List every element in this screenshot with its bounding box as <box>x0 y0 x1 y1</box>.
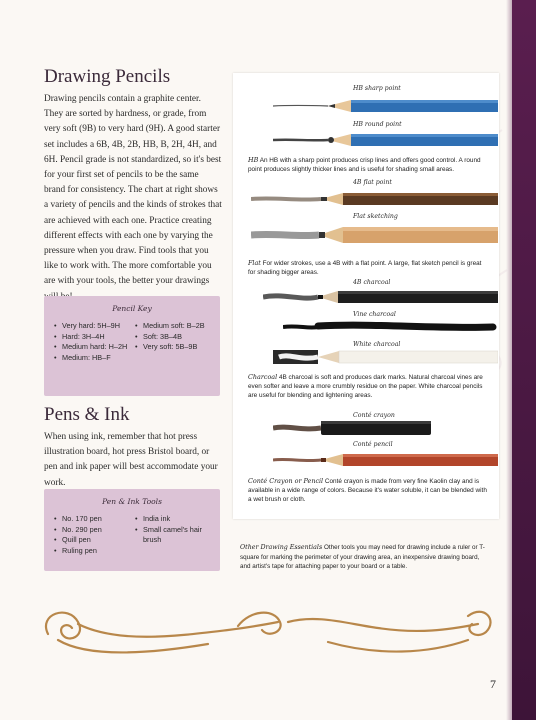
list-item: • No. 170 pen <box>54 514 129 525</box>
drawing-pencils-section <box>44 66 222 305</box>
label-conte-crayon: Conté crayon <box>353 412 395 419</box>
pen-ink-tools-col1 <box>54 514 129 556</box>
pen-ink-tools-title: Pen & Ink Tools <box>102 497 162 506</box>
pencil-vine-charcoal <box>283 317 498 337</box>
pencil-4b-flat <box>251 189 498 209</box>
caption-conte-lead: Conté Crayon or Pencil <box>248 477 324 485</box>
caption-hb-lead: HB <box>248 156 259 164</box>
list-item: • Medium: HB–F <box>54 353 129 364</box>
pen-ink-tools-col2 <box>135 514 210 556</box>
decorative-side-band <box>512 0 536 720</box>
caption-hb-text: An HB with a sharp point produces crisp lines and offers good control. A round point produces slightly thicker lines and is useful for shading small areas. <box>248 157 481 174</box>
caption-charcoal <box>248 373 488 401</box>
pencil-4b-charcoal <box>263 287 498 307</box>
label-flat-sketching: Flat sketching <box>353 213 398 220</box>
list-item: • Soft: 3B–4B <box>135 332 210 343</box>
pencil-conte-crayon <box>273 418 498 438</box>
pencil-key-col1 <box>54 321 129 363</box>
caption-hb <box>248 156 488 174</box>
pencil-key-box <box>44 296 220 396</box>
other-drawing-essentials <box>240 543 490 572</box>
label-flat-point: 4B flat point <box>353 179 392 186</box>
list-item: • Hard: 3H–4H <box>54 332 129 343</box>
pens-ink-section <box>44 404 222 491</box>
label-4b-charcoal: 4B charcoal <box>353 279 391 286</box>
list-item: • Medium hard: H–2H <box>54 342 129 353</box>
pencil-chart-panel <box>233 73 499 519</box>
pencil-flat-sketching <box>251 223 498 247</box>
essentials-text: Other tools you may need for drawing include a ruler or T-square for marking the perimeter of your drawing area, an inexpensive drawing board, and artist's tape for attaching paper to your board or a table. <box>240 544 485 570</box>
decorative-flourish <box>28 594 498 664</box>
label-hb-sharp: HB sharp point <box>353 85 401 92</box>
list-item: • Small camel's hair brush <box>135 525 210 546</box>
pencil-white-charcoal <box>273 347 498 367</box>
list-item: • No. 290 pen <box>54 525 129 536</box>
pencil-hb-round <box>273 131 498 149</box>
list-item: • Medium soft: B–2B <box>135 321 210 332</box>
list-item: • India ink <box>135 514 210 525</box>
pencil-conte <box>273 450 498 470</box>
list-item: • Very soft: 5B–9B <box>135 342 210 353</box>
label-hb-round: HB round point <box>353 121 402 128</box>
caption-conte <box>248 477 488 505</box>
list-item: • Very hard: 5H–9H <box>54 321 129 332</box>
caption-flat-text: For wider strokes, use a 4B with a flat point. A large, flat sketch pencil is great for shading bigger areas. <box>248 260 482 277</box>
caption-conte-text: Conté crayon is made from very fine Kaolin clay and is available in a wide range of colors. Because it's water soluble, it can be blended with a wet brush or cloth. <box>248 478 487 504</box>
caption-flat <box>248 259 488 277</box>
page-number: 7 <box>490 677 496 691</box>
list-item: • Ruling pen <box>54 546 129 557</box>
drawing-pencils-body: Drawing pencils contain a graphite center. They are sorted by hardness, or grade, from very soft (9B) to very hard (9H). A good starter set includes a 6B, 4B, 2B, HB, B, 2H, 4H, and 6H. Pencil grade is not standardized, so it's best for your first set of pencils to be the same brand for consistency. The chart at right shows a variety of pencils and the kinds of strokes that are achieved with each one. Practice creating different effects with each one by varying the pressure when you draw. Find tools that you like to work with. The more comfortable you are with your tools, the better your drawings <box>44 94 222 287</box>
drawing-pencils-heading: Drawing Pencils <box>44 66 171 87</box>
pens-ink-heading: Pens & Ink <box>44 404 130 425</box>
list-item: • Quill pen <box>54 535 129 546</box>
pen-ink-tools-box <box>44 489 220 571</box>
label-white-charcoal: White charcoal <box>353 341 401 348</box>
caption-flat-lead: Flat <box>248 259 261 267</box>
essentials-lead: Other Drawing Essentials <box>240 544 323 551</box>
pencil-key-title: Pencil Key <box>112 304 152 313</box>
label-conte-pencil: Conté pencil <box>353 441 393 448</box>
pencil-key-col2 <box>135 321 210 363</box>
caption-charcoal-text: 4B charcoal is soft and produces dark marks. Natural charcoal vines are even softer and leave a more crumbly residue on the paper. White charcoal pencils are useful for blending and lightening areas. <box>248 374 483 400</box>
label-vine-charcoal: Vine charcoal <box>353 311 396 318</box>
pens-ink-body: When using ink, remember that hot press illustration board, hot press Bristol board, or pen and ink paper will best accommodate your work. <box>44 432 218 488</box>
pencil-hb-sharp <box>273 97 498 115</box>
caption-charcoal-lead: Charcoal <box>248 373 278 381</box>
